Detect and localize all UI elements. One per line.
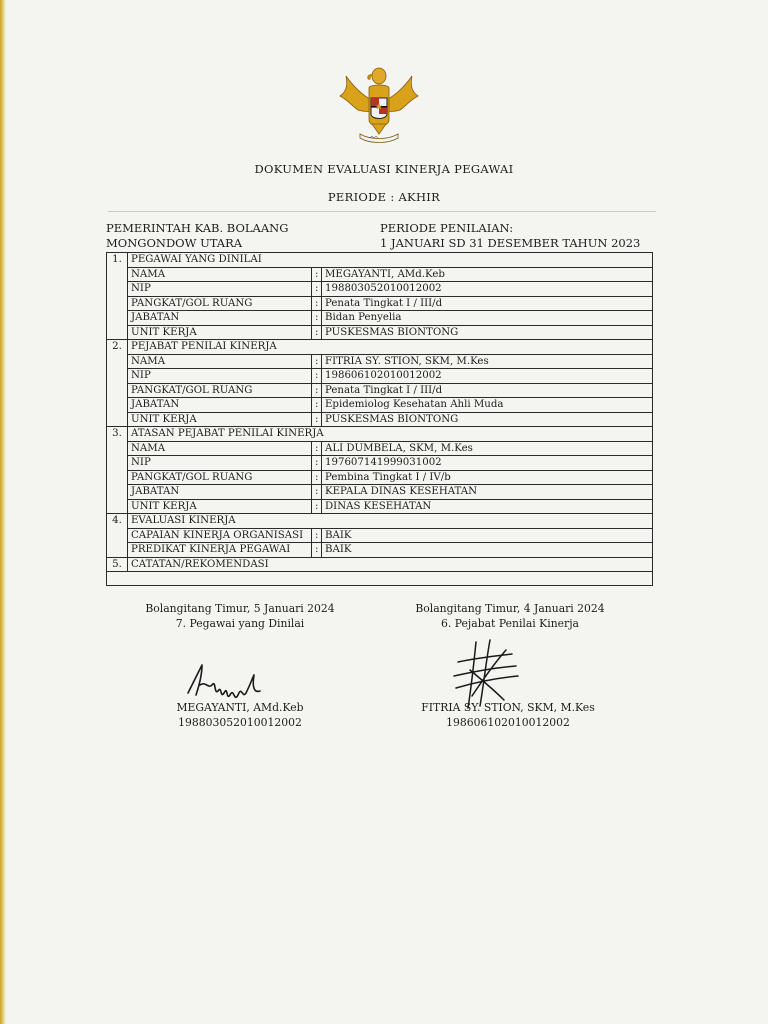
field-label: NIP [128,456,312,471]
garuda-emblem-icon [336,62,422,146]
colon: : [312,296,322,311]
colon: : [312,470,322,485]
section-header [107,514,653,529]
section-number: 5. [107,557,128,572]
section-number: 1. [107,253,128,340]
agency-name: PEMERINTAH KAB. BOLAANG MONGONDOW UTARA [106,221,289,250]
section-number: 4. [107,514,128,558]
header-divider [108,211,656,212]
field-label: JABATAN [128,398,312,413]
field-value: KEPALA DINAS KESEHATAN [322,485,653,500]
field-value: Bidan Penyelia [322,311,653,326]
field-value: PUSKESMAS BIONTONG [322,412,653,427]
section-header [107,253,653,268]
section-title: PEGAWAI YANG DINILAI [128,253,653,268]
table-row [107,456,653,471]
field-label: NAMA [128,441,312,456]
field-value: Penata Tingkat I / III/d [322,296,653,311]
table-row [107,441,653,456]
colon: : [312,441,322,456]
field-label: UNIT KERJA [128,325,312,340]
document-title: DOKUMEN EVALUASI KINERJA PEGAWAI [254,162,514,176]
colon: : [312,485,322,500]
table-row [107,282,653,297]
assessment-period [380,221,660,251]
section-header [107,427,653,442]
signatory-employee [130,700,350,730]
signature-block-employee [130,601,350,631]
section-header [107,340,653,355]
table-row [107,267,653,282]
section-title: PEJABAT PENILAI KINERJA [128,340,653,355]
handwritten-signature-employee [180,655,280,705]
signatory-nip: 198606102010012002 [446,716,570,729]
colon: : [312,383,322,398]
field-label: NAMA [128,267,312,282]
signatory-assessor [398,700,618,730]
table-row [107,325,653,340]
section-title: ATASAN PEJABAT PENILAI KINERJA [128,427,653,442]
field-value: 197607141999031002 [322,456,653,471]
table-row [107,398,653,413]
field-label: JABATAN [128,311,312,326]
field-value: Epidemiolog Kesehatan Ahli Muda [322,398,653,413]
field-value: PUSKESMAS BIONTONG [322,325,653,340]
table-row [107,499,653,514]
notes-row [107,572,653,586]
table-row [107,543,653,558]
notes-cell [107,572,653,586]
evaluation-table [106,252,653,586]
period-range: 1 JANUARI SD 31 DESEMBER TAHUN 2023 [380,236,641,250]
field-label: PANGKAT/GOL RUANG [128,470,312,485]
field-label: PANGKAT/GOL RUANG [128,296,312,311]
field-value: 198803052010012002 [322,282,653,297]
colon: : [312,311,322,326]
field-label: PREDIKAT KINERJA PEGAWAI [128,543,312,558]
period-label: PERIODE PENILAIAN: [380,221,514,235]
colon: : [312,325,322,340]
section-title: EVALUASI KINERJA [128,514,653,529]
signature-role: 6. Pejabat Penilai Kinerja [441,617,579,630]
signature-role: 7. Pegawai yang Dinilai [175,617,305,630]
field-value: ALI DUMBELA, SKM, M.Kes [322,441,653,456]
signature-place-date: Bolangitang Timur, 4 Januari 2024 [415,602,605,615]
signatory-nip: 198803052010012002 [178,716,302,729]
field-value: BAIK [322,543,653,558]
section-number: 3. [107,427,128,514]
field-value: FITRIA SY. STION, SKM, M.Kes [322,354,653,369]
field-value: BAIK [322,528,653,543]
section-title: CATATAN/REKOMENDASI [128,557,653,572]
colon: : [312,499,322,514]
colon: : [312,456,322,471]
table-row [107,485,653,500]
field-label: UNIT KERJA [128,499,312,514]
field-value: MEGAYANTI, AMd.Keb [322,267,653,282]
table-row [107,296,653,311]
section-header [107,557,653,572]
section-number: 2. [107,340,128,427]
field-value: Pembina Tingkat I / IV/b [322,470,653,485]
table-row [107,311,653,326]
field-label: NAMA [128,354,312,369]
field-label: JABATAN [128,485,312,500]
colon: : [312,528,322,543]
table-row [107,383,653,398]
field-label: PANGKAT/GOL RUANG [128,383,312,398]
table-row [107,369,653,384]
table-row [107,354,653,369]
colon: : [312,282,322,297]
field-label: NIP [128,369,312,384]
field-value: DINAS KESEHATAN [322,499,653,514]
signatory-name: MEGAYANTI, AMd.Keb [176,701,304,714]
field-label: CAPAIAN KINERJA ORGANISASI [128,528,312,543]
table-row [107,470,653,485]
colon: : [312,543,322,558]
signature-block-assessor [400,601,620,631]
colon: : [312,354,322,369]
signature-place-date: Bolangitang Timur, 5 Januari 2024 [145,602,335,615]
signatory-name: FITRIA SY. STION, SKM, M.Kes [421,701,595,714]
colon: : [312,267,322,282]
field-value: Penata Tingkat I / III/d [322,383,653,398]
colon: : [312,369,322,384]
document-period: PERIODE : AKHIR [327,190,441,204]
table-row [107,412,653,427]
colon: : [312,398,322,413]
table-row [107,528,653,543]
field-label: NIP [128,282,312,297]
field-value: 198606102010012002 [322,369,653,384]
field-label: UNIT KERJA [128,412,312,427]
colon: : [312,412,322,427]
